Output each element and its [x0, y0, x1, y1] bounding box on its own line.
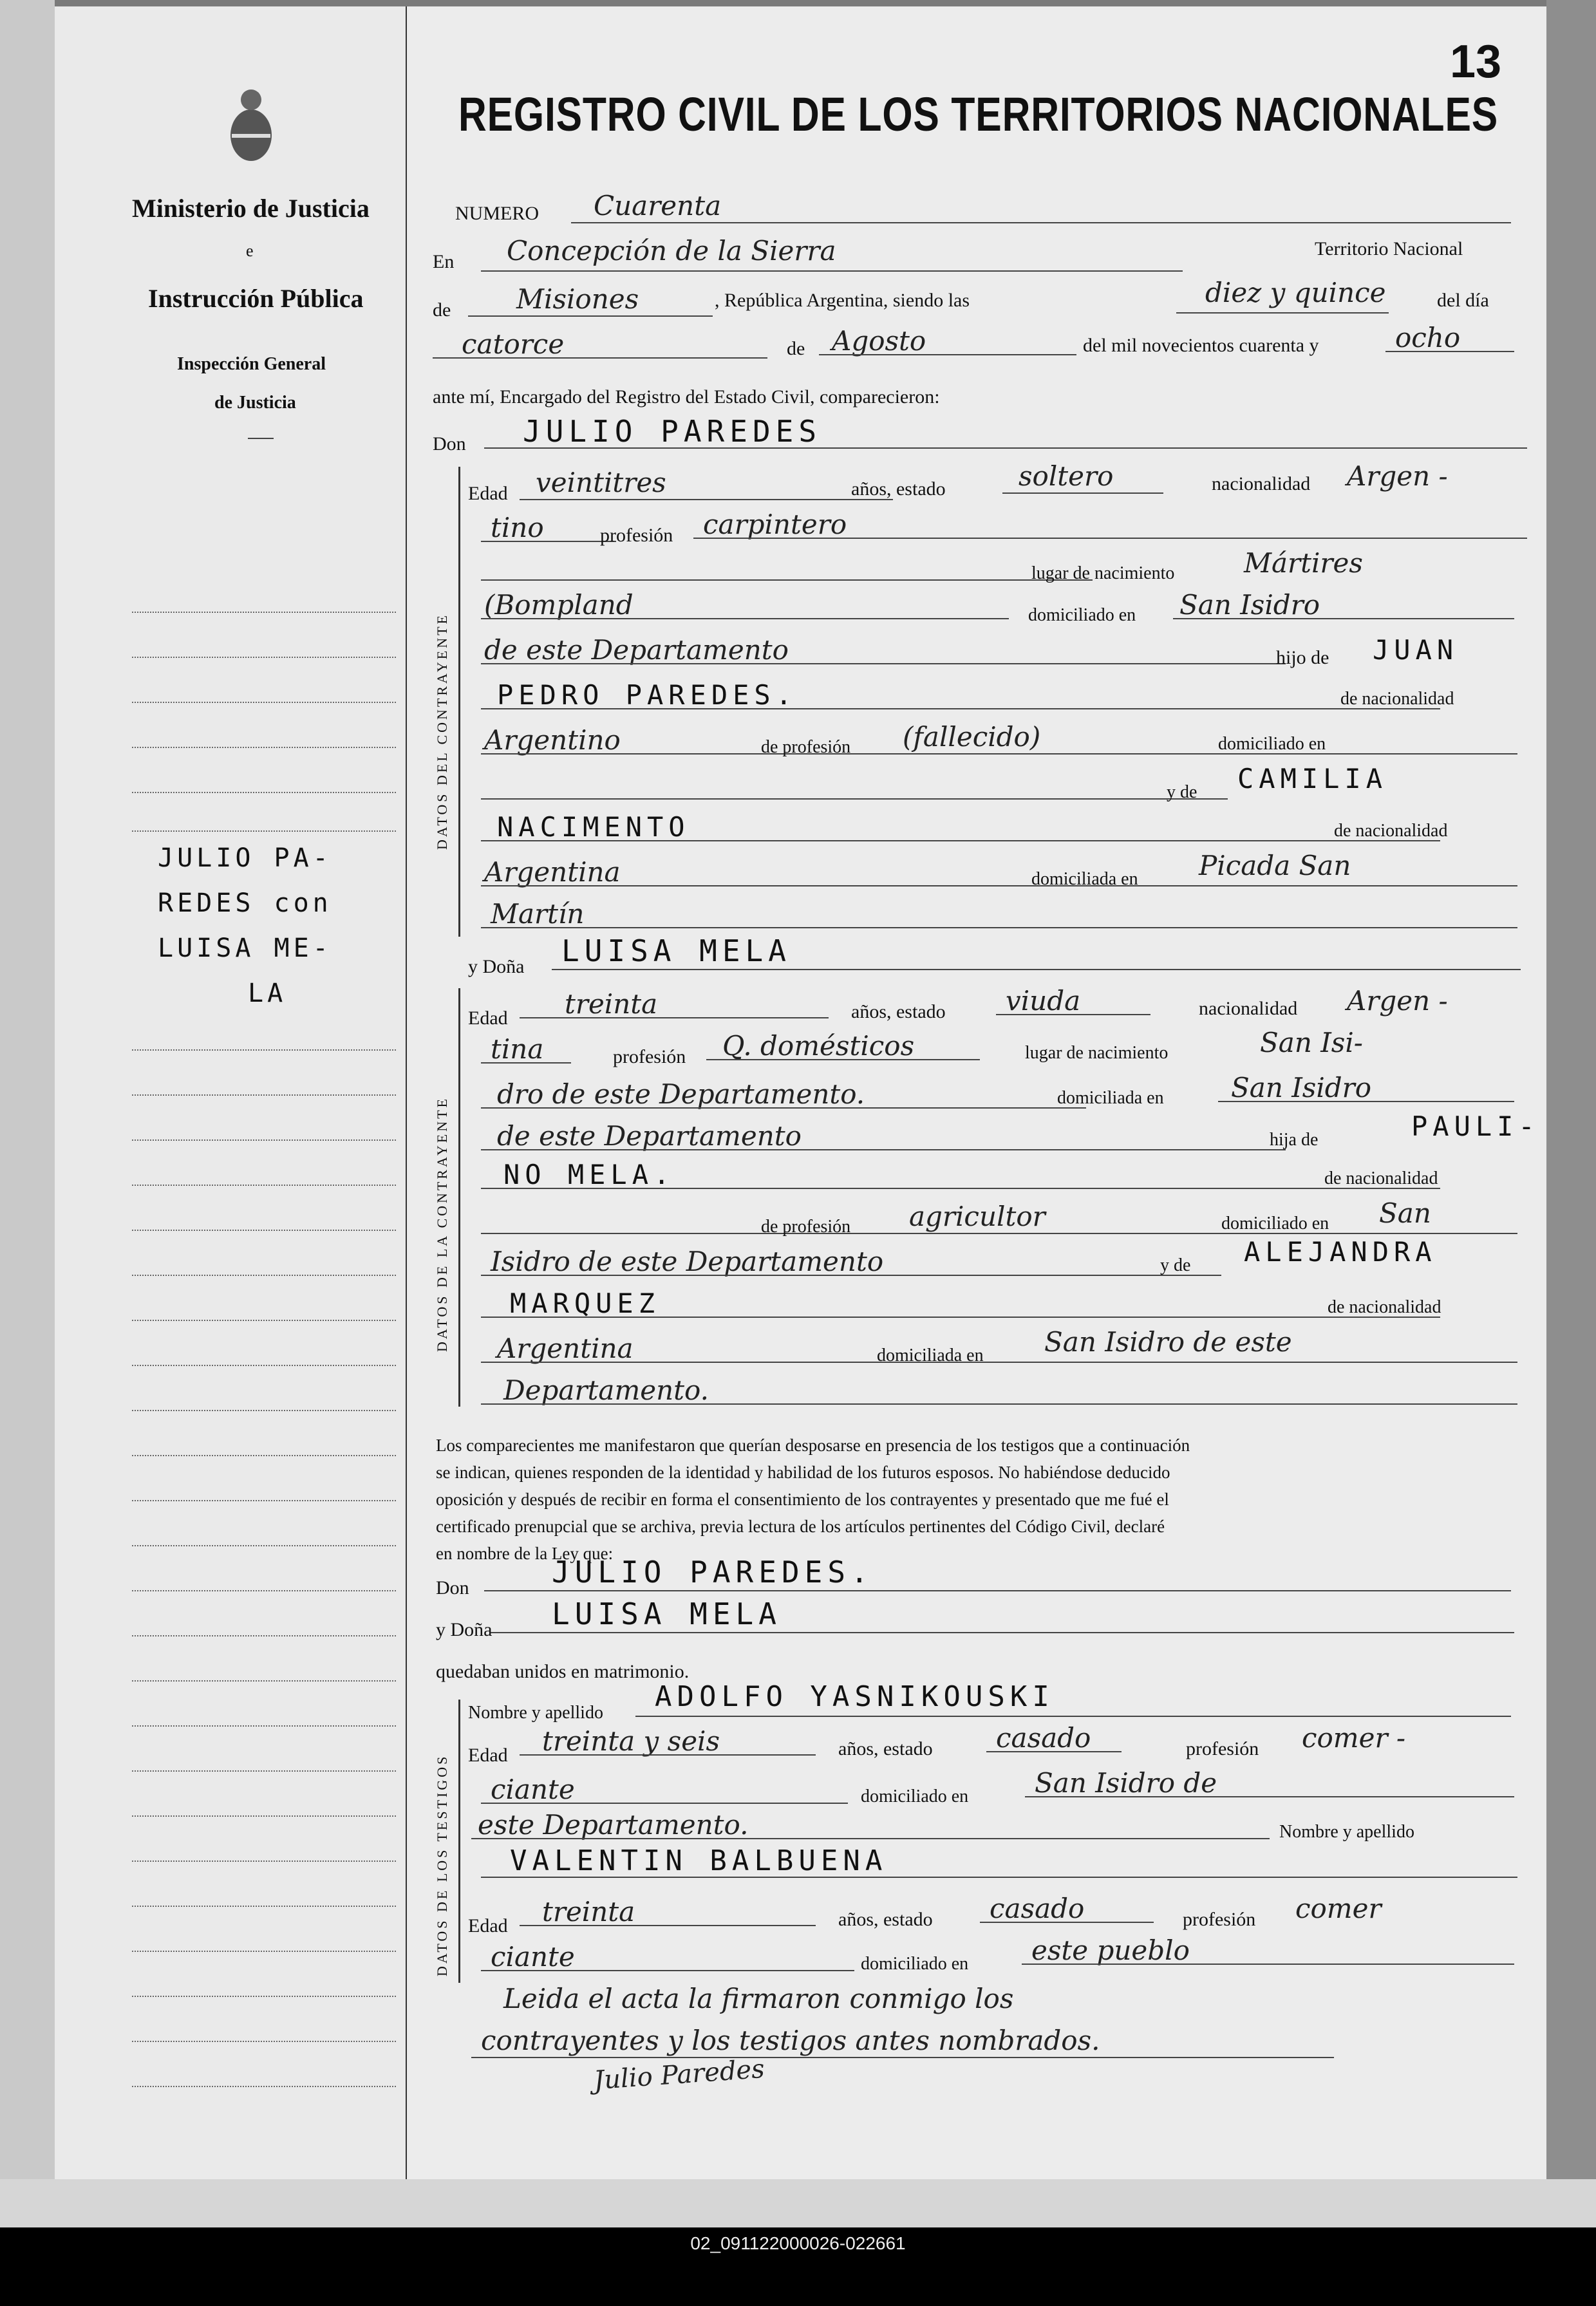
contrayente-madre-2: NACIMENTO	[497, 811, 690, 843]
padre-nacionalidad-label: de nacionalidad	[1340, 689, 1454, 709]
testigo1-estado: casado	[996, 1722, 1091, 1754]
padre-profesion-label: de profesión	[761, 737, 851, 757]
anos-label-4: años, estado	[838, 1909, 933, 1930]
testigo2-profesion-1: comer	[1295, 1893, 1382, 1924]
y-de-label-2: y de	[1160, 1255, 1191, 1275]
contrayenta-padre-domicilio-1: San	[1379, 1197, 1431, 1229]
nombre-label: Nombre y apellido	[468, 1703, 603, 1723]
contrayenta-madre-domicilio-2: Departamento.	[503, 1374, 709, 1406]
contrayenta-padre-domicilio-2: Isidro de este Departamento	[491, 1246, 884, 1277]
inspection-line-2: de Justicia	[214, 393, 296, 413]
contrayente-nacionalidad-2: tino	[491, 512, 544, 543]
profesion-label-2: profesión	[613, 1046, 686, 1067]
contrayenta-profesion: Q. domésticos	[722, 1030, 915, 1062]
contrayenta-side-label: DATOS DE LA CONTRAYENTE	[434, 1096, 450, 1352]
declaration-line-2: se indican, quienes responden de la identidad y habilidad de los futuros esposos. No habiéndose deducido	[436, 1463, 1170, 1482]
domicilio-label-4: domiciliado en	[861, 1954, 969, 1974]
mes-value: Agosto	[832, 325, 926, 357]
contrayenta-estado: viuda	[1006, 985, 1081, 1017]
dona-label: y Doña	[468, 956, 525, 977]
ante-label: ante mí, Encargado del Registro del Estado Civil, comparecieron:	[433, 386, 940, 408]
y-de-label: y de	[1167, 782, 1197, 802]
decl-don-label: Don	[436, 1577, 469, 1598]
declaration-line-1: Los comparecientes me manifestaron que querían desposarse en presencia de los testigos que a continuación	[436, 1436, 1190, 1455]
contrayente-side-label: DATOS DEL CONTRAYENTE	[434, 613, 450, 850]
declaration-line-3: oposición y después de recibir en forma el consentimiento de los contrayentes y presentado que me fué el	[436, 1490, 1169, 1509]
padre-profesion-label-2: de profesión	[761, 1217, 851, 1237]
domicilio-label: domiciliado en	[1028, 605, 1136, 625]
madre-nacionalidad-label-2: de nacionalidad	[1328, 1297, 1441, 1317]
bottom-paper-strip	[0, 2179, 1596, 2227]
declaration-line-5: en nombre de la Ley que:	[436, 1544, 614, 1563]
de-label: de	[433, 299, 451, 321]
margin-note-line-1: JULIO PA-	[158, 843, 332, 873]
contrayenta-madre-nacionalidad: Argentina	[497, 1333, 634, 1364]
contrayenta-madre-1: ALEJANDRA	[1244, 1236, 1437, 1268]
testigo1-profesion-1: comer -	[1302, 1722, 1406, 1754]
contrayenta-madre-2: MARQUEZ	[510, 1288, 661, 1319]
lugar-label: lugar de nacimiento	[1031, 563, 1175, 583]
territorio-label: Territorio Nacional	[1315, 238, 1463, 259]
signature-julio-paredes: Julio Paredes	[592, 2054, 766, 2096]
domicilio-label-3: domiciliado en	[861, 1786, 969, 1806]
territorio-value: Misiones	[516, 283, 639, 315]
closing-line-2: contrayentes y los testigos antes nombrados.	[481, 2025, 1100, 2056]
madre-nacionalidad-label: de nacionalidad	[1334, 821, 1448, 841]
edad-label-4: Edad	[468, 1915, 508, 1936]
contrayenta-lugar-1: San Isi-	[1260, 1027, 1363, 1058]
decl-dona-label: y Doña	[436, 1619, 493, 1640]
page-number: 13	[1450, 36, 1502, 88]
padre-domicilio-label-2: domiciliado en	[1221, 1214, 1329, 1233]
contrayenta-padre-profesion: agricultor	[909, 1201, 1046, 1232]
testigos-side-label: DATOS DE LOS TESTIGOS	[434, 1754, 450, 1976]
testigo1-domicilio-2: este Departamento.	[478, 1809, 749, 1841]
domicilio-label-2: domiciliada en	[1057, 1088, 1164, 1108]
madre-domicilio-label-2: domiciliada en	[877, 1345, 984, 1365]
dia-value: catorce	[462, 328, 565, 360]
hora-value: diez y quince	[1205, 277, 1386, 308]
lugar-label-2: lugar de nacimiento	[1025, 1043, 1169, 1063]
contrayenta-domicilio-2: de este Departamento	[497, 1120, 802, 1152]
testigo2-nombre: VALENTIN BALBUENA	[510, 1844, 888, 1877]
contrayente-nombre: JULIO PAREDES	[523, 414, 822, 449]
nombre2-label: Nombre y apellido	[1279, 1822, 1414, 1842]
testigo1-domicilio-1: San Isidro de	[1035, 1767, 1217, 1799]
republica-label: , República Argentina, siendo las	[715, 290, 970, 311]
contrayente-estado: soltero	[1019, 460, 1114, 492]
edad-label-3: Edad	[468, 1745, 508, 1766]
contrayenta-nombre: LUISA MELA	[561, 933, 791, 968]
nacionalidad-label: nacionalidad	[1212, 473, 1311, 494]
ministry-e: e	[246, 241, 254, 260]
edad-label: Edad	[468, 483, 508, 504]
stub-column	[55, 6, 408, 2179]
testigo1-edad: treinta y seis	[542, 1725, 720, 1757]
anio-value: ocho	[1395, 322, 1461, 353]
adjacent-page-edge	[1546, 0, 1596, 2227]
ministry-line-2: Instrucción Pública	[148, 284, 364, 313]
testigo1-profesion-2: ciante	[491, 1774, 575, 1805]
decl-don-value: JULIO PAREDES.	[552, 1555, 874, 1589]
profesion-label-4: profesión	[1183, 1909, 1256, 1930]
coat-of-arms-icon	[225, 84, 277, 167]
localidad-value: Concepción de la Sierra	[507, 235, 836, 267]
numero-value: Cuarenta	[594, 190, 722, 221]
contrayenta-nacionalidad-2: tina	[491, 1033, 544, 1065]
hija-de-label: hija de	[1270, 1130, 1319, 1150]
don-label: Don	[433, 433, 466, 455]
margin-note-line-2: REDES con	[158, 888, 332, 918]
binding-edge	[0, 0, 55, 2227]
profesion-label-3: profesión	[1186, 1738, 1259, 1759]
contrayente-nacionalidad-1: Argen -	[1347, 460, 1448, 492]
testigo2-profesion-2: ciante	[491, 1941, 575, 1973]
contrayenta-padre-1: PAULI-	[1411, 1111, 1540, 1142]
del-dia-label: del día	[1437, 290, 1489, 311]
anos-label: años, estado	[851, 478, 946, 500]
de-mes-label: de	[787, 338, 805, 359]
testigo2-domicilio: este pueblo	[1031, 1935, 1190, 1966]
contrayente-padre-1: JUAN	[1373, 634, 1459, 666]
contrayente-domicilio-2: de este Departamento	[484, 634, 789, 666]
testigo2-estado: casado	[990, 1893, 1085, 1924]
anos-label-2: años, estado	[851, 1001, 946, 1022]
madre-domicilio-label: domiciliada en	[1031, 869, 1138, 889]
declaration-line-4: certificado prenupcial que se archiva, previa lectura de los artículos pertinentes del Código Civil, declaré	[436, 1517, 1165, 1536]
contrayente-madre-nacionalidad: Argentina	[484, 856, 621, 888]
contrayenta-lugar-2: dro de este Departamento.	[497, 1078, 865, 1110]
numero-label: NUMERO	[455, 203, 540, 224]
contrayente-madre-1: CAMILIA	[1237, 763, 1388, 794]
closing-line-1: Leida el acta la firmaron conmigo los	[503, 1983, 1014, 2014]
contrayenta-padre-2: NO MELA.	[503, 1159, 675, 1190]
margin-note-line-3: LUISA ME-	[158, 933, 332, 963]
contrayenta-madre-domicilio-1: San Isidro de este	[1044, 1326, 1292, 1358]
page-title: REGISTRO CIVIL DE LOS TERRITORIOS NACIONALES	[458, 88, 1499, 141]
contrayente-profesion: carpintero	[703, 509, 847, 540]
contrayente-padre-profesion: (fallecido)	[903, 721, 1041, 753]
contrayenta-nacionalidad-1: Argen -	[1347, 985, 1448, 1017]
testigo2-edad: treinta	[542, 1896, 635, 1927]
archive-footer: 02_091122000026-022661	[0, 2227, 1596, 2306]
contrayente-madre-domicilio-1: Picada San	[1199, 850, 1351, 881]
contrayenta-domicilio-1: San Isidro	[1231, 1072, 1372, 1103]
margin-note-line-4: LA	[248, 979, 287, 1008]
inspection-line-1: Inspección General	[177, 354, 326, 374]
contrayente-lugar-1: Mártires	[1244, 547, 1363, 579]
padre-domicilio-label: domiciliado en	[1218, 734, 1326, 754]
register-page	[407, 6, 1546, 2179]
contrayente-padre-2: PEDRO PAREDES.	[497, 679, 798, 711]
hijo-de-label: hijo de	[1276, 647, 1329, 668]
testigo1-nombre: ADOLFO YASNIKOUSKI	[655, 1680, 1055, 1713]
ministry-line-1: Ministerio de Justicia	[132, 194, 370, 223]
padre-nacionalidad-label-2: de nacionalidad	[1324, 1168, 1438, 1188]
nacionalidad-label-2: nacionalidad	[1199, 998, 1298, 1019]
contrayente-edad: veintitres	[536, 467, 666, 498]
profesion-label: profesión	[600, 525, 673, 546]
contrayente-madre-domicilio-2: Martín	[491, 898, 585, 930]
matrimonio-line: quedaban unidos en matrimonio.	[436, 1661, 690, 1682]
decl-dona-value: LUISA MELA	[552, 1597, 782, 1631]
contrayenta-edad: treinta	[565, 988, 658, 1020]
anio-label: del mil novecientos cuarenta y	[1083, 335, 1319, 356]
contrayente-padre-nacionalidad: Argentino	[484, 724, 621, 756]
en-label: En	[433, 251, 455, 272]
contrayente-domicilio-1: San Isidro	[1179, 589, 1320, 621]
edad-label-2: Edad	[468, 1008, 508, 1029]
anos-label-3: años, estado	[838, 1738, 933, 1759]
contrayente-lugar-2: (Bompland	[484, 589, 634, 621]
